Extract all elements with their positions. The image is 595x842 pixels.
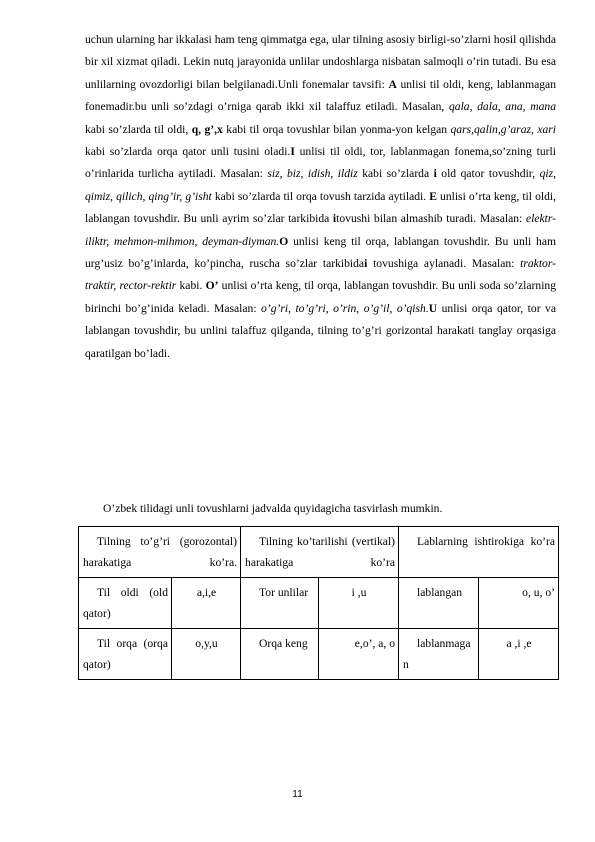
table-cell: lablangan	[399, 578, 479, 629]
table-cell: o, u, o’	[479, 578, 559, 629]
vowel-description-paragraph: uchun ularning har ikkalasi ham teng qimmatga ega, ular tilning asosiy birligi-so’zlarni hosil qilishda bir xil xizmat qiladi. Lekin nutq jarayonida unlilar undoshlarga nisbatan salmoqli o’rin tutadi. Bu esa unlilarning ovozdorligi bilan belgilanadi.Unli fonemalar tavsifi: A unlisi til oldi, keng, lablanmagan fonemadir.bu unli so’zdagi o’rniga qarab ikki xil talaffuz etiladi. Masalan, qala, dala, ana, mana kabi so’zlarda til oldi, q, g’,x kabi til orqa tovushlar bilan yonma-yon kelgan qars,qalin,g’araz, xari kabi so’zlarda orqa qator unli tusini oladi.I unlisi til oldi, tor, lablanmagan fonema,so’zning turli o’rinlarida turlicha aytiladi. Masalan: siz, biz, idish, ildiz kabi so’zlarda i old qator tovushdir, qiz, qimiz, qilich, qing’ir, g’isht kabi so’zlarda til orqa tovush tarzida aytiladi. E unlisi o’rta keng, til oldi, lablangan tovushdir. Bu unli ayrim so’zlar tarkibida itovushi bilan almashib turadi. Masalan: elektr-iliktr, mehmon-mihmon, deyman-diyman.O unlisi keng til orqa, lablangan tovushdir. Bu unli ham urg’usiz bo’g’inlarda, ko’pincha, ruscha so’zlar tarkibidai tovushiga aylanadi. Masalan: traktor-traktir, rector-rektir kabi. O’ unlisi o’rta keng, til orqa, lablangan tovushdir. Bu unli soda so’zlarning birinchi bo’g’inida keladi. Masalan: o’g’ri, to’g’ri, o’rin, o’g’il, o’qish.U unlisi orqa qator, tor va lablangan tovushdir, bu unlini talaffuz qilganda, tilning to’g’ri gorizontal harakati tanglay orqasiga qaratilgan bo’ladi.	[85, 33, 557, 360]
vowel-classification-table	[78, 526, 559, 680]
table-row	[79, 629, 559, 680]
table-cell: Tor unlilar	[241, 578, 319, 629]
header-lip-participation: Lablarning ishtirokiga ko’ra	[399, 527, 559, 578]
table-row	[79, 578, 559, 629]
header-horizontal-movement: Tilning to’g’ri (gorozontal) harakatiga ko’ra.	[79, 527, 241, 578]
table-cell: lablanmagan	[399, 629, 479, 680]
table-header-row	[79, 527, 559, 578]
table-cell: e,o’, a, o	[319, 629, 399, 680]
table-intro-text: O’zbek tilidagi unli tovushlarni jadvalda quyidagicha tasvirlash mumkin.	[103, 502, 443, 515]
table-cell: Orqa keng	[241, 629, 319, 680]
table-cell: Til oldi (old qator)	[79, 578, 172, 629]
table-cell: o,y,u	[172, 629, 241, 680]
table-cell: a ,i ,e	[479, 629, 559, 680]
page-number: 11	[292, 789, 303, 800]
table-cell: i ,u	[319, 578, 399, 629]
body-paragraph	[85, 29, 556, 365]
table-cell: a,i,e	[172, 578, 241, 629]
table-cell: Til orqa (orqa qator)	[79, 629, 172, 680]
header-vertical-movement: Tilning ko’tarilishi (vertikal) harakatiga ko’ra	[241, 527, 399, 578]
